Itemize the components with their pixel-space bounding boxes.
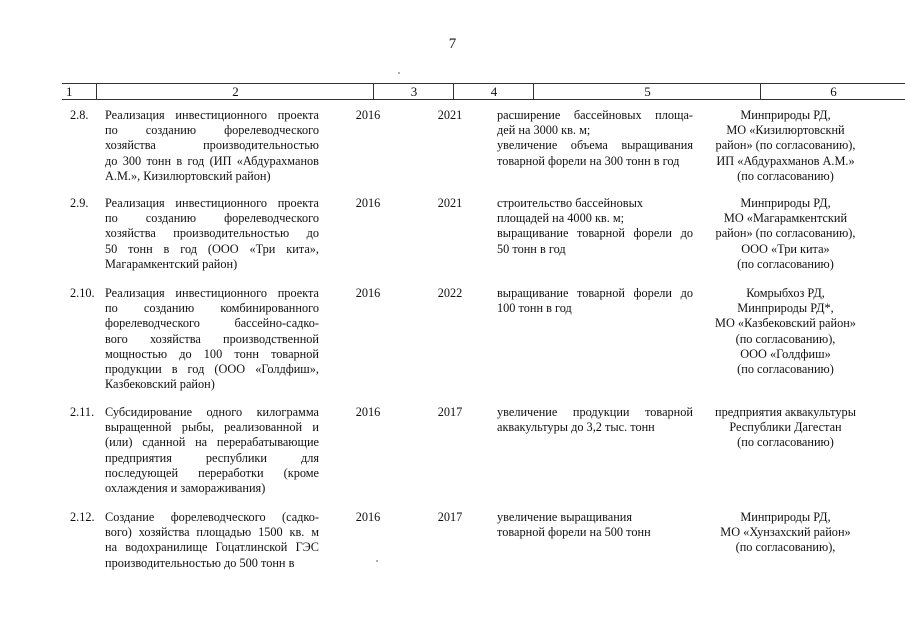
executor-line: район» (по согласованию),: [715, 226, 856, 241]
measure-description: [105, 510, 319, 571]
executor-line: ИП «Абдурахманов А.М.»: [716, 153, 855, 168]
row-number: 2.10.: [70, 286, 95, 300]
description-line: Субсидирование одного килограмма: [105, 405, 319, 419]
scan-speck: [398, 72, 400, 74]
executor-line: МО «Кизилюртовскнй: [726, 123, 845, 138]
description-line: последующей переработки (кроме: [105, 465, 319, 480]
executors: [693, 405, 878, 451]
executor-line: район» (по согласованию),: [715, 138, 856, 153]
description-line: 50 тонн в год (ООО «Три кита»,: [105, 241, 319, 256]
result-line: увеличение выращивания: [497, 510, 633, 524]
start-year: 2016: [355, 286, 381, 300]
end-year: 2017: [437, 405, 463, 419]
header-col-6: 6: [760, 84, 905, 99]
expected-result: [497, 286, 693, 316]
executor-line: Республики Дагестан: [729, 420, 842, 435]
expected-result: [497, 108, 693, 169]
end-year: 2021: [437, 196, 463, 210]
description-line: предприятия республики для: [105, 450, 319, 465]
row-number: 2.11.: [70, 405, 95, 419]
start-year: 2016: [355, 510, 381, 524]
executor-line: Минприроды РД,: [740, 510, 831, 524]
expected-result: [497, 510, 693, 540]
header-col-5: 5: [533, 84, 761, 99]
header-col-3: 3: [373, 84, 454, 99]
row-number: 2.8.: [70, 108, 89, 122]
executor-line: Минприроды РД,: [740, 196, 831, 210]
description-line: Магарамкентский район): [105, 256, 238, 271]
expected-result: [497, 196, 693, 257]
start-year: 2016: [355, 108, 381, 122]
executor-line: (по согласованию): [737, 168, 834, 183]
result-line: выращивание товарной форели до: [497, 226, 693, 241]
description-line: Создание форелеводческого (садко-: [105, 510, 319, 524]
header-col-1: 1: [66, 84, 73, 99]
description-line: вого) хозяйства площадью 1500 кв. м: [105, 525, 319, 540]
executor-line: Минприроды РД*,: [737, 301, 834, 316]
expected-result: [497, 405, 693, 435]
end-year: 2021: [437, 108, 463, 122]
executors: [693, 510, 878, 556]
end-year: 2022: [437, 286, 463, 300]
result-line: увеличение объема выращивания: [497, 138, 693, 153]
page-number: 7: [448, 36, 457, 52]
row-number: 2.9.: [70, 196, 89, 210]
description-line: Реализация инвестиционного проекта: [105, 196, 319, 210]
executor-line: ООО «Три кита»: [741, 241, 830, 256]
description-line: хозяйства производительностью: [105, 138, 319, 153]
executor-line: МО «Хунзахский район»: [720, 525, 851, 540]
executor-line: (по согласованию): [737, 256, 834, 271]
header-col-2: 2: [96, 84, 374, 99]
result-line: дей на 3000 кв. м;: [497, 123, 591, 138]
executor-line: МО «Магарамкентский: [723, 211, 848, 226]
result-line: 100 тонн в год: [497, 301, 572, 316]
result-line: расширение бассейновых площа-: [497, 108, 693, 122]
description-line: (или) сданной на перерабатывающие: [105, 435, 319, 450]
executor-line: (по согласованию),: [735, 540, 836, 555]
description-line: до 300 тонн в год (ИП «Абдурахманов: [105, 153, 319, 168]
result-line: аквакультуры до 3,2 тыс. тонн: [497, 420, 655, 435]
description-line: на водохранилище Гоцатлинской ГЭС: [105, 540, 319, 555]
description-line: продукции в год (ООО «Голдфиш»,: [105, 362, 319, 377]
description-line: Реализация инвестиционного проекта: [105, 286, 319, 300]
description-line: охлаждения и замораживания): [105, 481, 266, 496]
executor-line: (по согласованию): [737, 362, 834, 377]
description-line: вого хозяйства производственной: [105, 331, 319, 346]
executor-line: Минприроды РД,: [740, 108, 831, 122]
result-line: 50 тонн в год: [497, 241, 566, 256]
description-line: выращенной рыбы, реализованной и: [105, 420, 319, 435]
description-line: Реализация инвестиционного проекта: [105, 108, 319, 122]
table-header: [62, 83, 905, 100]
description-line: производительностью до 500 тонн в: [105, 555, 295, 570]
description-line: по созданию комбинированного: [105, 301, 319, 316]
end-year: 2017: [437, 510, 463, 524]
result-line: товарной форели на 300 тонн в год: [497, 153, 680, 168]
result-line: выращивание товарной форели до: [497, 286, 693, 300]
executors: [693, 108, 878, 184]
start-year: 2016: [355, 196, 381, 210]
executors: [693, 286, 878, 377]
result-line: увеличение продукции товарной: [497, 405, 693, 419]
executor-line: предприятия аквакультуры: [715, 405, 856, 419]
result-line: строительство бассейновых: [497, 196, 643, 210]
description-line: А.М.», Кизилюртовский район): [105, 168, 271, 183]
description-line: Казбековский район): [105, 377, 215, 392]
executors: [693, 196, 878, 272]
executor-line: ООО «Голдфиш»: [740, 346, 831, 361]
measure-description: [105, 108, 319, 184]
description-line: по созданию форелеводческого: [105, 211, 319, 226]
measure-description: [105, 405, 319, 496]
executor-line: (по согласованию): [737, 435, 834, 450]
measure-description: [105, 196, 319, 272]
description-line: по созданию форелеводческого: [105, 123, 319, 138]
executor-line: МО «Казбековский район»: [715, 316, 856, 331]
scan-speck: [376, 560, 378, 562]
result-line: площадей на 4000 кв. м;: [497, 211, 625, 226]
executor-line: Комрыбхоз РД,: [746, 286, 825, 300]
result-line: товарной форели на 500 тонн: [497, 525, 651, 540]
row-number: 2.12.: [70, 510, 95, 524]
start-year: 2016: [355, 405, 381, 419]
measure-description: [105, 286, 319, 392]
executor-line: (по согласованию),: [735, 331, 836, 346]
description-line: мощностью до 100 тонн товарной: [105, 346, 319, 361]
description-line: форелеводческого бассейно-садко-: [105, 316, 319, 331]
header-col-4: 4: [453, 84, 534, 99]
description-line: хозяйства производительностью до: [105, 226, 319, 241]
